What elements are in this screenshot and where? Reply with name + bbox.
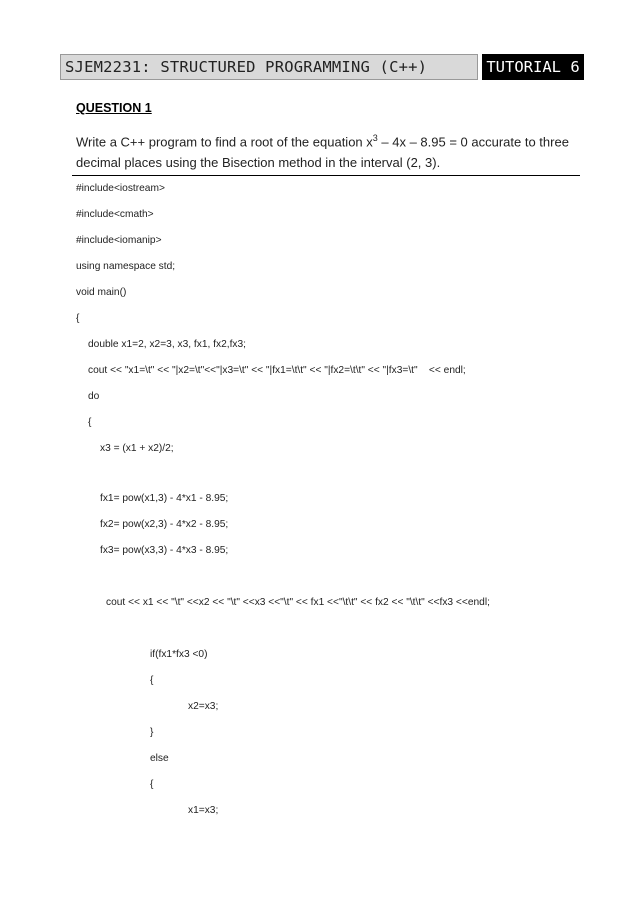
code-line: fx3= pow(x3,3) - 4*x3 - 8.95;	[100, 545, 229, 556]
tutorial-label: TUTORIAL 6	[482, 54, 584, 80]
code-line: double x1=2, x2=3, x3, fx1, fx2,fx3;	[88, 339, 247, 350]
code-line: x3 = (x1 + x2)/2;	[100, 443, 174, 454]
code-line: {	[150, 779, 154, 790]
code-line: }	[150, 727, 154, 738]
code-line: #include<iomanip>	[76, 235, 162, 246]
question-superscript: 3	[372, 133, 378, 143]
code-line: else	[150, 753, 169, 764]
code-line: {	[150, 675, 154, 686]
code-line: cout << "x1=\t" << "|x2=\t"<<"|x3=\t" << "|fx1=\t\t" << "|fx2=\t\t" << "|fx3=\t" << endl;	[88, 365, 466, 376]
code-line: x2=x3;	[188, 701, 219, 712]
code-line: {	[88, 417, 92, 428]
question-text	[76, 128, 576, 173]
code-line: {	[76, 313, 80, 324]
code-line: x1=x3;	[188, 805, 219, 816]
code-line: fx2= pow(x2,3) - 4*x2 - 8.95;	[100, 519, 229, 530]
code-line: fx1= pow(x1,3) - 4*x1 - 8.95;	[100, 493, 229, 504]
code-line: #include<iostream>	[76, 183, 165, 194]
code-line: using namespace std;	[76, 261, 176, 272]
course-title: SJEM2231: STRUCTURED PROGRAMMING (C++)	[60, 54, 478, 80]
code-line: #include<cmath>	[76, 209, 154, 220]
question-heading: QUESTION 1	[76, 101, 152, 115]
code-line: do	[88, 391, 100, 402]
question-text-part2: – 4x – 8.95 = 0 accurate to three decimal places using the Bisection method in the interval (2, 3).	[76, 134, 569, 171]
question-text-part1: Write a C++ program to find a root of the equation x	[76, 134, 373, 150]
code-line: void main()	[76, 287, 127, 298]
code-line: cout << x1 << "\t" <<x2 << "\t" <<x3 <<"\t" << fx1 <<"\t\t" << fx2 << "\t\t" <<fx3 <<endl;	[106, 597, 490, 608]
section-divider	[72, 175, 580, 176]
code-line: if(fx1*fx3 <0)	[150, 649, 208, 660]
document-header	[60, 54, 584, 80]
